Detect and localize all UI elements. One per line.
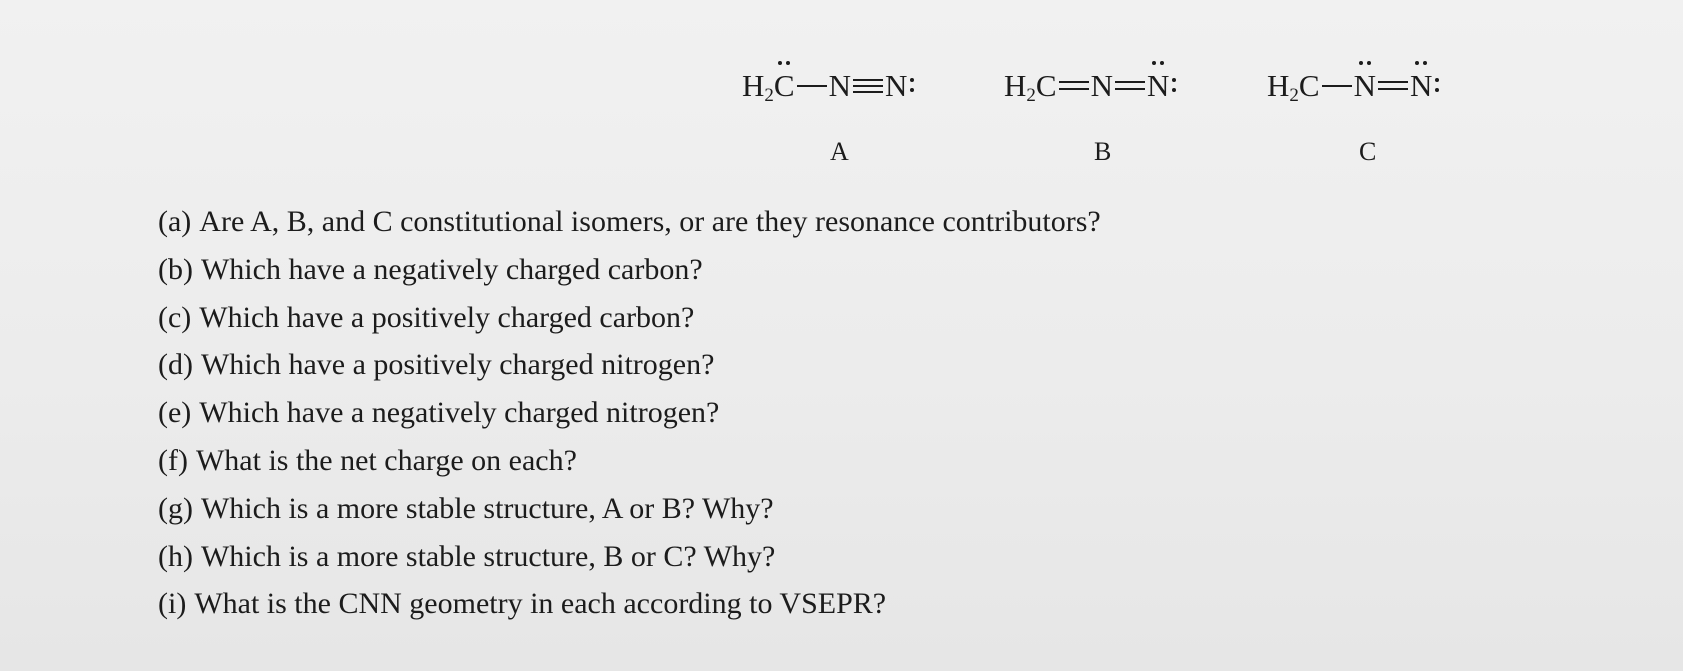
question-item <box>158 341 1101 389</box>
nitrogen-atom-2: N <box>1409 68 1433 103</box>
triple-bond <box>853 79 883 93</box>
question-letter: (b) <box>158 252 193 286</box>
hydrogen-atom: $H_2$ <box>742 68 774 106</box>
hydrogen-subscript: 2 <box>1026 85 1036 106</box>
question-text: What is the net charge on each? <box>195 443 577 477</box>
question-text: Which have a positively charged carbon? <box>199 300 695 334</box>
structure-b <box>1004 68 1177 106</box>
hydrogen-subscript: 2 <box>764 85 774 106</box>
hydrogen-atom: $H_2$ <box>1004 68 1036 106</box>
question-item <box>158 580 1101 628</box>
hydrogen-subscript: 2 <box>1289 85 1299 106</box>
structure-label-c: C <box>1359 137 1377 166</box>
question-item <box>158 198 1101 246</box>
carbon-atom: C <box>1298 68 1320 103</box>
single-bond <box>1322 85 1352 87</box>
question-item <box>158 246 1101 294</box>
nitrogen-atom-2: N <box>884 68 908 103</box>
structure-c <box>1267 68 1440 106</box>
question-text: Which have a negatively charged nitrogen? <box>199 396 720 430</box>
question-letter: (i) <box>158 587 187 621</box>
question-letter: (g) <box>158 491 193 525</box>
question-text: Which have a positively charged nitrogen? <box>200 348 715 382</box>
question-text: Which have a negatively charged carbon? <box>200 252 703 286</box>
question-text: Which is a more stable structure, B or C? Why? <box>200 539 776 573</box>
structure-a <box>742 68 915 106</box>
question-letter: (a) <box>158 205 192 238</box>
question-item <box>158 485 1101 533</box>
question-text: What is the CNN geometry in each according to VSEPR? <box>194 587 887 621</box>
double-bond <box>1115 81 1145 90</box>
double-bond <box>1059 81 1089 90</box>
structure-label-a: A <box>830 137 849 166</box>
question-item <box>158 389 1101 437</box>
question-item <box>158 437 1101 485</box>
single-bond <box>797 85 827 87</box>
lone-pair-dots <box>907 72 915 96</box>
carbon-atom: C <box>773 68 795 103</box>
question-text: Are A, B, and C constitutional isomers, or are they resonance contributors? <box>199 205 1101 238</box>
question-item <box>158 294 1101 342</box>
question-letter: (h) <box>158 539 193 573</box>
nitrogen-atom-2: N <box>1146 68 1170 103</box>
hydrogen-atom: $H_2$ <box>1267 68 1299 106</box>
question-list <box>158 198 1101 628</box>
nitrogen-atom-1: N <box>828 68 851 103</box>
question-item <box>158 533 1101 581</box>
nitrogen-atom-1: N <box>1090 68 1113 103</box>
lone-pair-dots <box>1432 72 1440 96</box>
question-letter: (c) <box>158 300 192 334</box>
double-bond <box>1378 81 1408 90</box>
carbon-atom: C <box>1035 68 1057 103</box>
lone-pair-dots <box>1169 72 1177 96</box>
question-letter: (d) <box>158 348 193 382</box>
nitrogen-atom-1: N <box>1353 68 1376 103</box>
question-text: Which is a more stable structure, A or B? Why? <box>200 491 774 525</box>
structure-label-b: B <box>1094 137 1112 166</box>
question-letter: (e) <box>158 396 192 430</box>
question-letter: (f) <box>158 443 188 477</box>
